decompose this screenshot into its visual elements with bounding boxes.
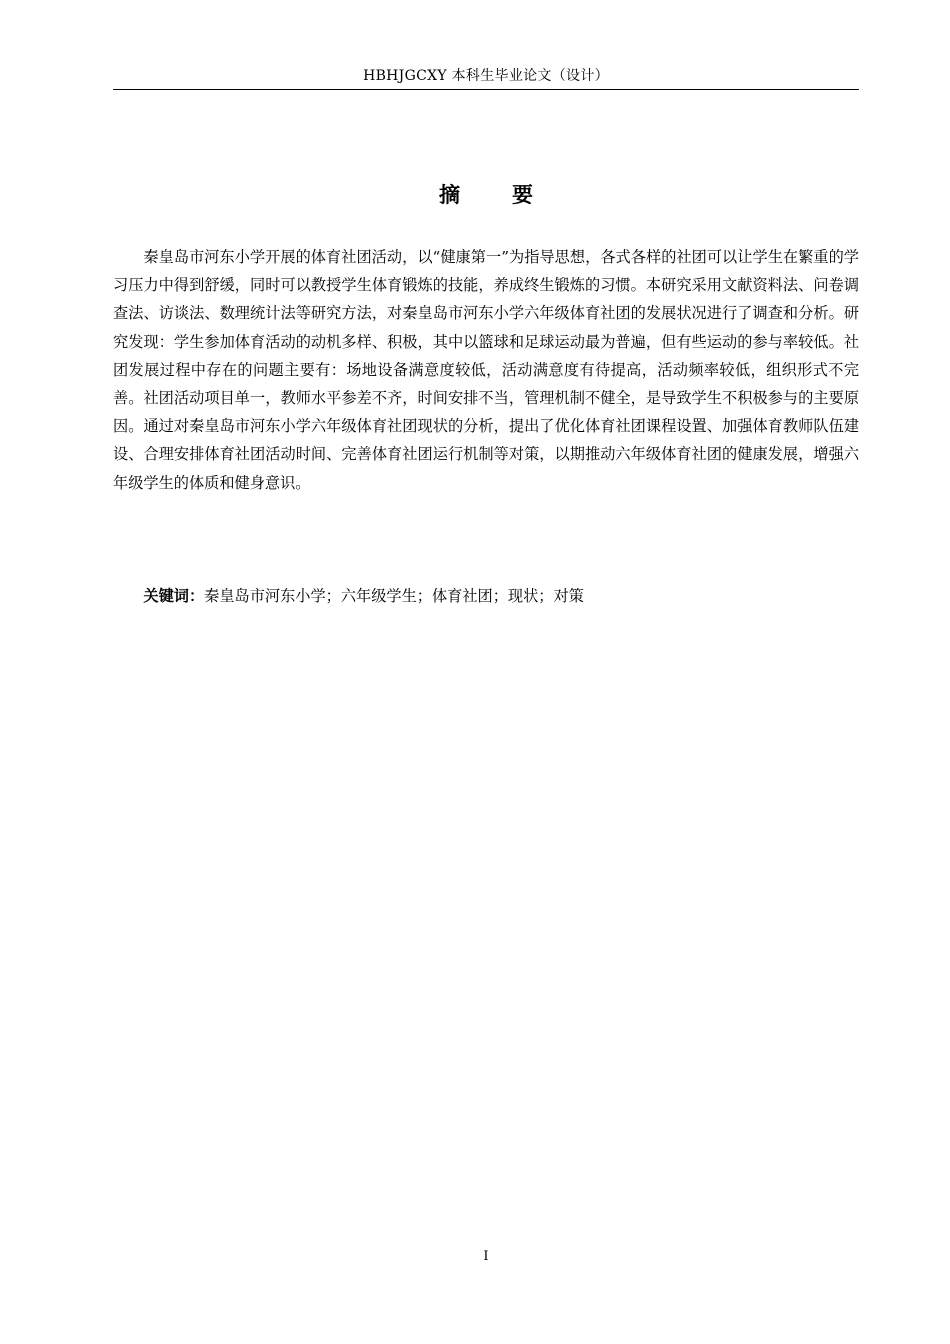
keywords-list: 秦皇岛市河东小学；六年级学生；体育社团；现状；对策	[204, 587, 584, 605]
keywords-line	[113, 582, 859, 610]
running-header: HBHJGCXY 本科生毕业论文（设计）	[363, 68, 609, 84]
abstract-paragraph: 秦皇岛市河东小学开展的体育社团活动，以“健康第一”为指导思想，各式各样的社团可以让学生在繁重的学习压力中得到舒缓，同时可以教授学生体育锻炼的技能，养成终生锻炼的习惯。本研究采用文献资料法、问卷调查法、访谈法、数理统计法等研究方法，对秦皇岛市河东小学六年级体育社团的发展状况进行了调查和分析。研究发现：学生参加体育活动的动机多样、积极，其中以篮球和足球运动最为普遍，但有些运动的参与率较低。社团发展过程中存在的问题主要有：场地设备满意度较低，活动满意度有待提高，活动频率较低，组织形式不完善。社团活动项目单一，教师水平参差不齐，时间安排不当，管理机制不健全，是导致学生不积极参与的主要原因。通过对秦皇岛市河东小学六年级体育社团现状的分析，提出了优化体育社团课程设置、加强体育教师队伍建设、合理安排体育社团活动时间、完善体育社团运行机制等对策，以期推动六年级体育社团的健康发展，增强六年级学生的体质和健身意识。	[113, 248, 859, 492]
keywords-label: 关键词：	[143, 587, 205, 605]
page-number: I	[483, 1249, 489, 1264]
abstract-title	[113, 180, 859, 210]
abstract-title-char-2: 要	[512, 183, 533, 207]
header-rule	[113, 89, 859, 90]
abstract-title-char-1: 摘	[439, 183, 460, 207]
